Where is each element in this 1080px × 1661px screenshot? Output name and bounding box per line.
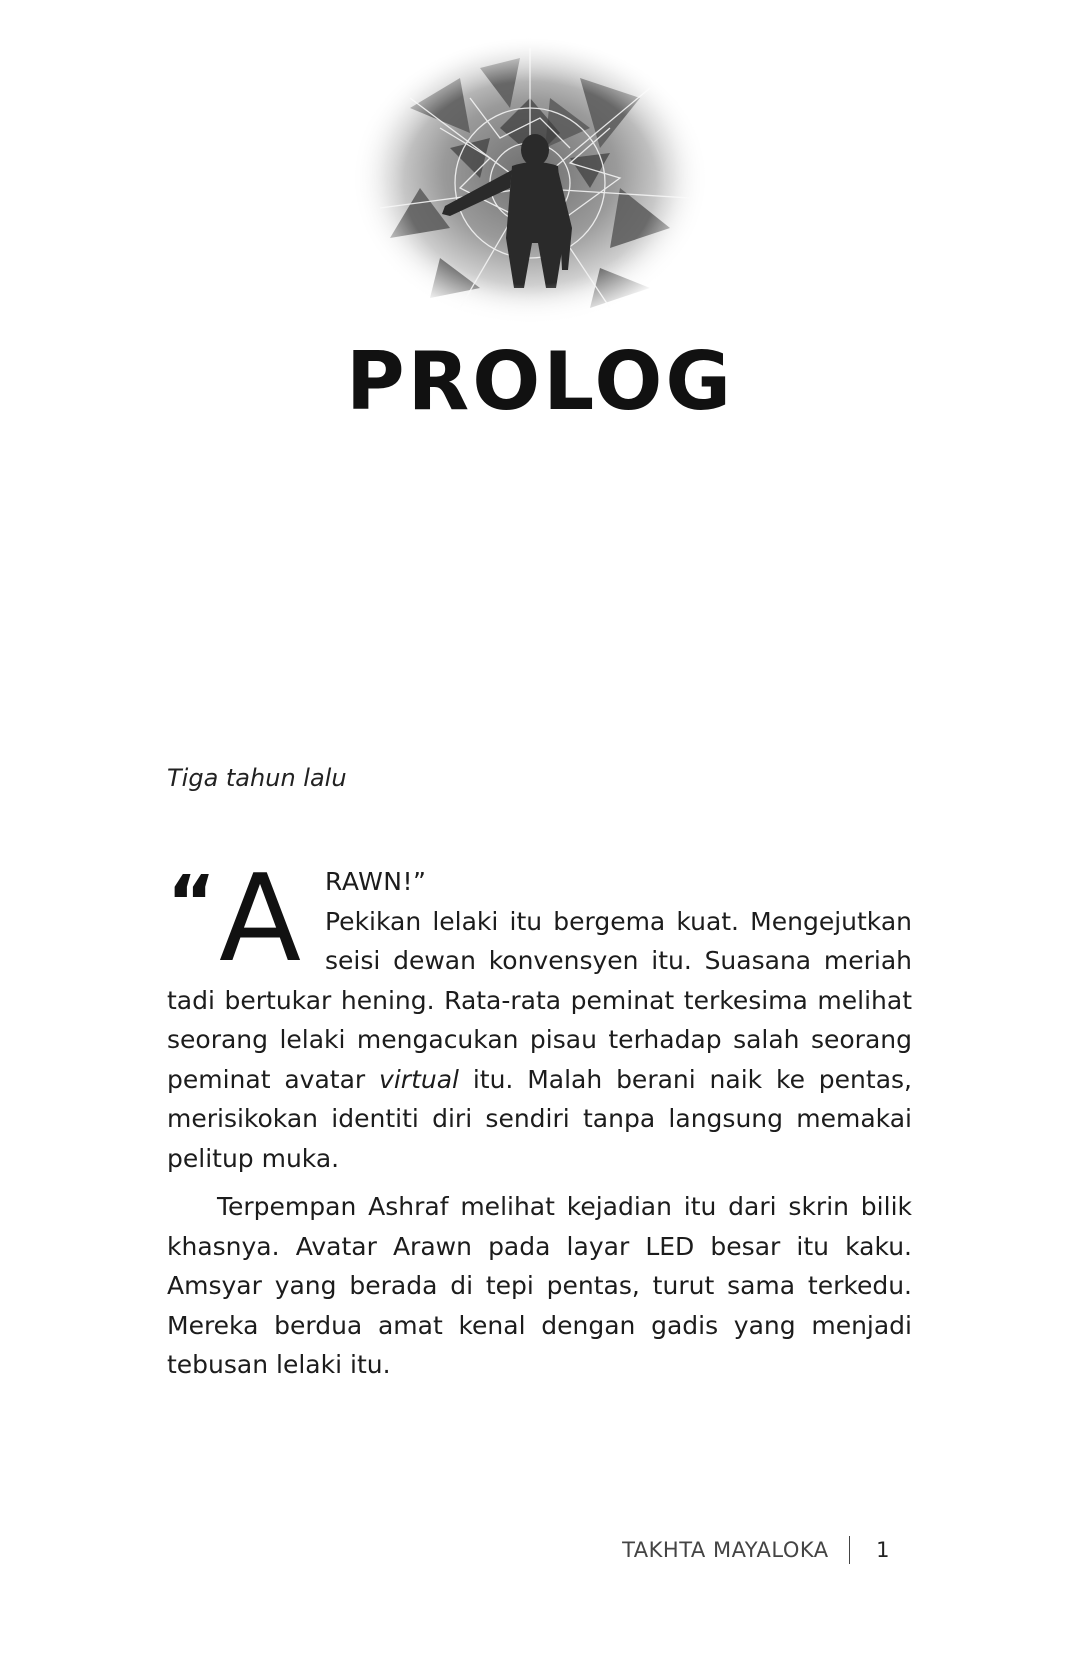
- shattered-glass-figure-illustration: [350, 38, 710, 328]
- drop-cap-quote: “: [167, 860, 216, 946]
- time-label: Tiga tahun lalu: [167, 764, 347, 792]
- drop-cap: [167, 850, 319, 989]
- paragraph-1-text-b: itu. Malah berani naik ke pentas, merisikokan identiti diri sendiri tanpa langsung memakai pelitup muka.: [167, 1064, 912, 1173]
- page-footer: [622, 1536, 890, 1564]
- paragraph-1: [167, 850, 912, 1178]
- chapter-title: PROLOG: [345, 335, 735, 428]
- drop-cap-rest: RAWN!”: [325, 867, 427, 896]
- body-text: [167, 850, 912, 1385]
- paragraph-1-italic: virtual: [379, 1064, 459, 1094]
- footer-separator: [849, 1536, 851, 1564]
- page-number: 1: [876, 1538, 890, 1562]
- drop-cap-letter: A: [219, 850, 302, 989]
- paragraph-2: Terpempan Ashraf melihat kejadian itu dari skrin bilik khasnya. Avatar Arawn pada layar LED besar itu kaku. Amsyar yang berada di tepi pentas, turut sama terkedu. Mereka berdua amat kenal dengan gadis yang menjadi tebusan lelaki itu.: [167, 1192, 912, 1379]
- paragraph-1-text-a: Pekikan lelaki itu bergema kuat. Mengejutkan seisi dewan konvensyen itu. Suasana meriah tadi bertukar hening. Rata-rata peminat terkesima melihat seorang lelaki mengacukan pisau terhadap salah seorang peminat avatar: [167, 906, 912, 1094]
- footer-book-title: TAKHTA MAYALOKA: [622, 1538, 829, 1562]
